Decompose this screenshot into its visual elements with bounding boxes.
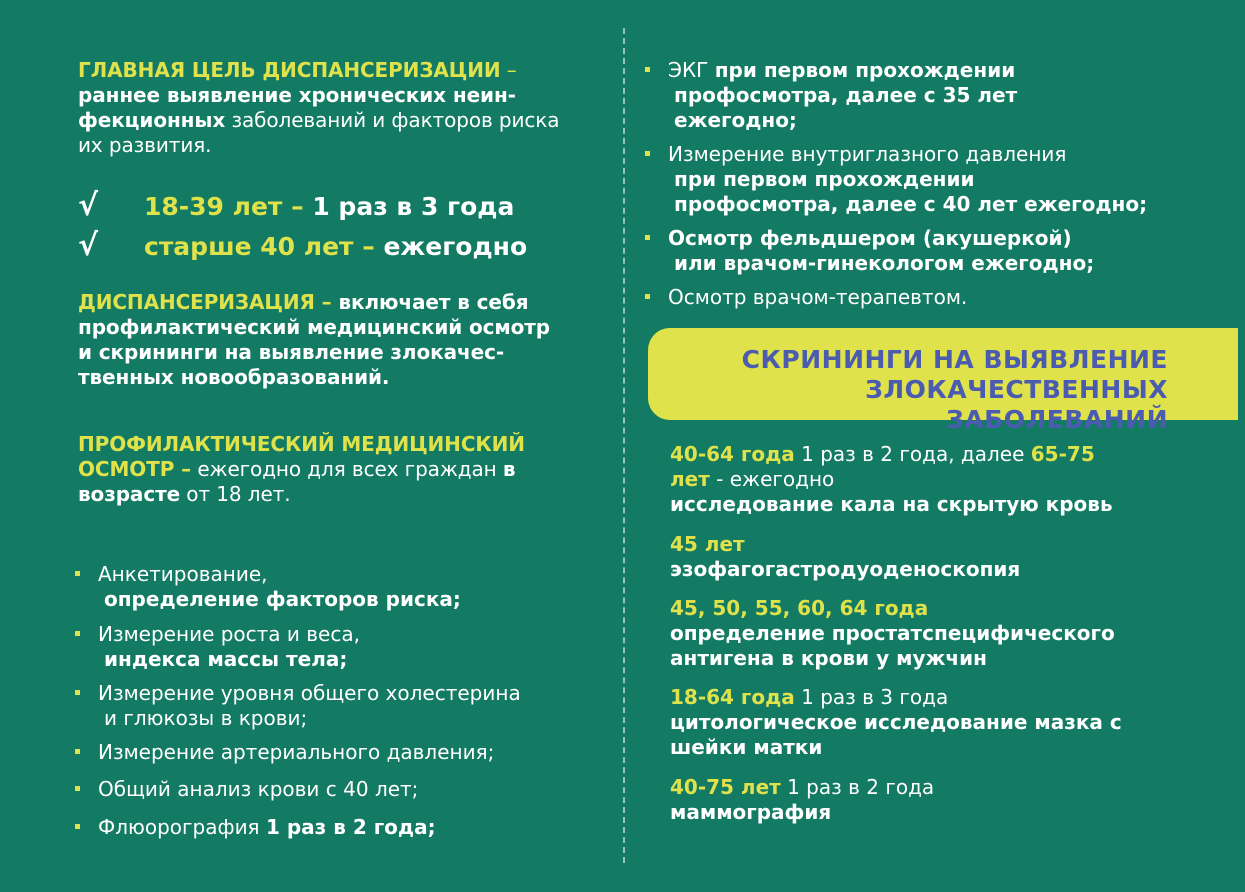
screening-test: эзофагогастродуоденоскопия (670, 557, 1021, 581)
disp-line1: включает в себя (331, 290, 529, 314)
goal-line2-rest: заболеваний и факторов риска (225, 108, 560, 132)
screening-test: цитологическое исследование мазка с (670, 710, 1122, 734)
list-item-line1: Измерение уровня общего холестерина (98, 681, 521, 705)
bullet-icon (645, 151, 650, 156)
list-item-line2: определение факторов риска; (104, 587, 461, 611)
bullet-icon (75, 690, 80, 695)
list-item-line1: Измерение роста и веса, (98, 622, 360, 646)
disp-line3: и скрининги на выявление злокачес- (78, 340, 505, 364)
screening-item (670, 775, 934, 825)
check-freq: ежегодно (374, 232, 528, 261)
prof-title1: ПРОФИЛАКТИЧЕСКИЙ МЕДИЦИНСКИЙ (78, 432, 525, 456)
list-item-line3: профосмотра, далее с 40 лет ежегодно; (674, 192, 1148, 216)
column-divider (623, 28, 625, 863)
list-item-line1: Флюорография (98, 815, 266, 839)
goal-dash: – (500, 58, 517, 82)
screening-test: исследование кала на скрытую кровь (670, 492, 1113, 516)
list-item-line1: Анкетирование, (98, 562, 268, 586)
screening-age: 18-64 года (670, 685, 795, 709)
banner-line1: СКРИНИНГИ НА ВЫЯВЛЕНИЕ (741, 345, 1168, 374)
check-age: 18-39 лет – (144, 192, 304, 221)
list-item-line1: Общий анализ крови с 40 лет; (98, 777, 419, 801)
list-item-line1: Осмотр врачом-терапевтом. (668, 285, 968, 309)
prof-paragraph (78, 432, 525, 507)
prof-line3-bold: возрасте (78, 482, 181, 506)
screening-item (670, 442, 1113, 517)
screening-test-cont: антигена в крови у мужчин (670, 646, 987, 670)
disp-title: ДИСПАНСЕРИЗАЦИЯ – (78, 290, 332, 314)
goal-line1: раннее выявление хронических неин- (78, 83, 516, 107)
bullet-icon (645, 235, 650, 240)
check-age: старше 40 лет – (144, 232, 375, 261)
goal-paragraph (78, 58, 559, 158)
screening-item (670, 685, 1122, 760)
list-item-bold: 1 раз в 2 года; (265, 815, 436, 839)
check-freq: 1 раз в 3 года (303, 192, 515, 221)
screening-item (670, 532, 1020, 582)
screening-freq2: - ежегодно (709, 467, 835, 491)
bullet-icon (75, 824, 80, 829)
list-item-line1: Осмотр фельдшером (акушеркой) (668, 226, 1072, 250)
screening-age: 45, 50, 55, 60, 64 года (670, 596, 929, 620)
list-item-line2: профосмотра, далее с 35 лет (674, 83, 1018, 107)
list-item-line2: или врачом-гинекологом ежегодно; (674, 251, 1095, 275)
screening-freq: 1 раз в 2 года, далее (794, 442, 1031, 466)
prof-line2-bold: в (502, 457, 516, 481)
list-item-line1: ЭКГ (668, 58, 715, 82)
screening-test: определение простатспецифического (670, 621, 1115, 645)
prof-line3-rest: от 18 лет. (180, 482, 291, 506)
banner-line2: ЗЛОКАЧЕСТВЕННЫХ ЗАБОЛЕВАНИЙ (865, 375, 1168, 434)
list-item-line1: Измерение внутриглазного давления (668, 142, 1067, 166)
prof-line2-rest: ежегодно для всех граждан (191, 457, 503, 481)
bullet-icon (645, 67, 650, 72)
bullet-icon (75, 786, 80, 791)
screening-age2: 65-75 (1030, 442, 1095, 466)
screening-freq: 1 раз в 2 года (780, 775, 935, 799)
bullet-icon (645, 294, 650, 299)
bullet-icon (75, 631, 80, 636)
list-item-line1: Измерение артериального давления; (98, 740, 495, 764)
bullet-icon (75, 749, 80, 754)
screening-test-cont: шейки матки (670, 735, 823, 759)
screening-age: 45 лет (670, 532, 745, 556)
disp-line4: твенных новообразований. (78, 365, 390, 389)
disp-line2: профилактический медицинский осмотр (78, 315, 551, 339)
list-item-line2: и глюкозы в крови; (104, 706, 308, 730)
goal-line2-bold: фекционных (78, 108, 226, 132)
screening-item (670, 596, 1115, 671)
list-item-line2: при первом прохождении (674, 167, 975, 191)
prof-title2: ОСМОТР – (78, 457, 192, 481)
screenings-banner (648, 328, 1238, 434)
bullet-icon (75, 571, 80, 576)
goal-title: ГЛАВНАЯ ЦЕЛЬ ДИСПАНСЕРИЗАЦИИ (78, 58, 501, 82)
check-icon: √ (78, 188, 99, 223)
list-item-line3: ежегодно; (674, 108, 797, 132)
list-item-line1-bold: при первом прохождении (714, 58, 1016, 82)
screening-test: маммография (670, 800, 832, 824)
disp-paragraph (78, 290, 550, 390)
screening-age: 40-75 лет (670, 775, 781, 799)
screening-age2-cont: лет (670, 467, 710, 491)
screening-age: 40-64 года (670, 442, 795, 466)
check-icon: √ (78, 228, 99, 263)
list-item-line2: индекса массы тела; (104, 647, 348, 671)
screening-freq: 1 раз в 3 года (794, 685, 949, 709)
goal-line3: их развития. (78, 133, 212, 157)
